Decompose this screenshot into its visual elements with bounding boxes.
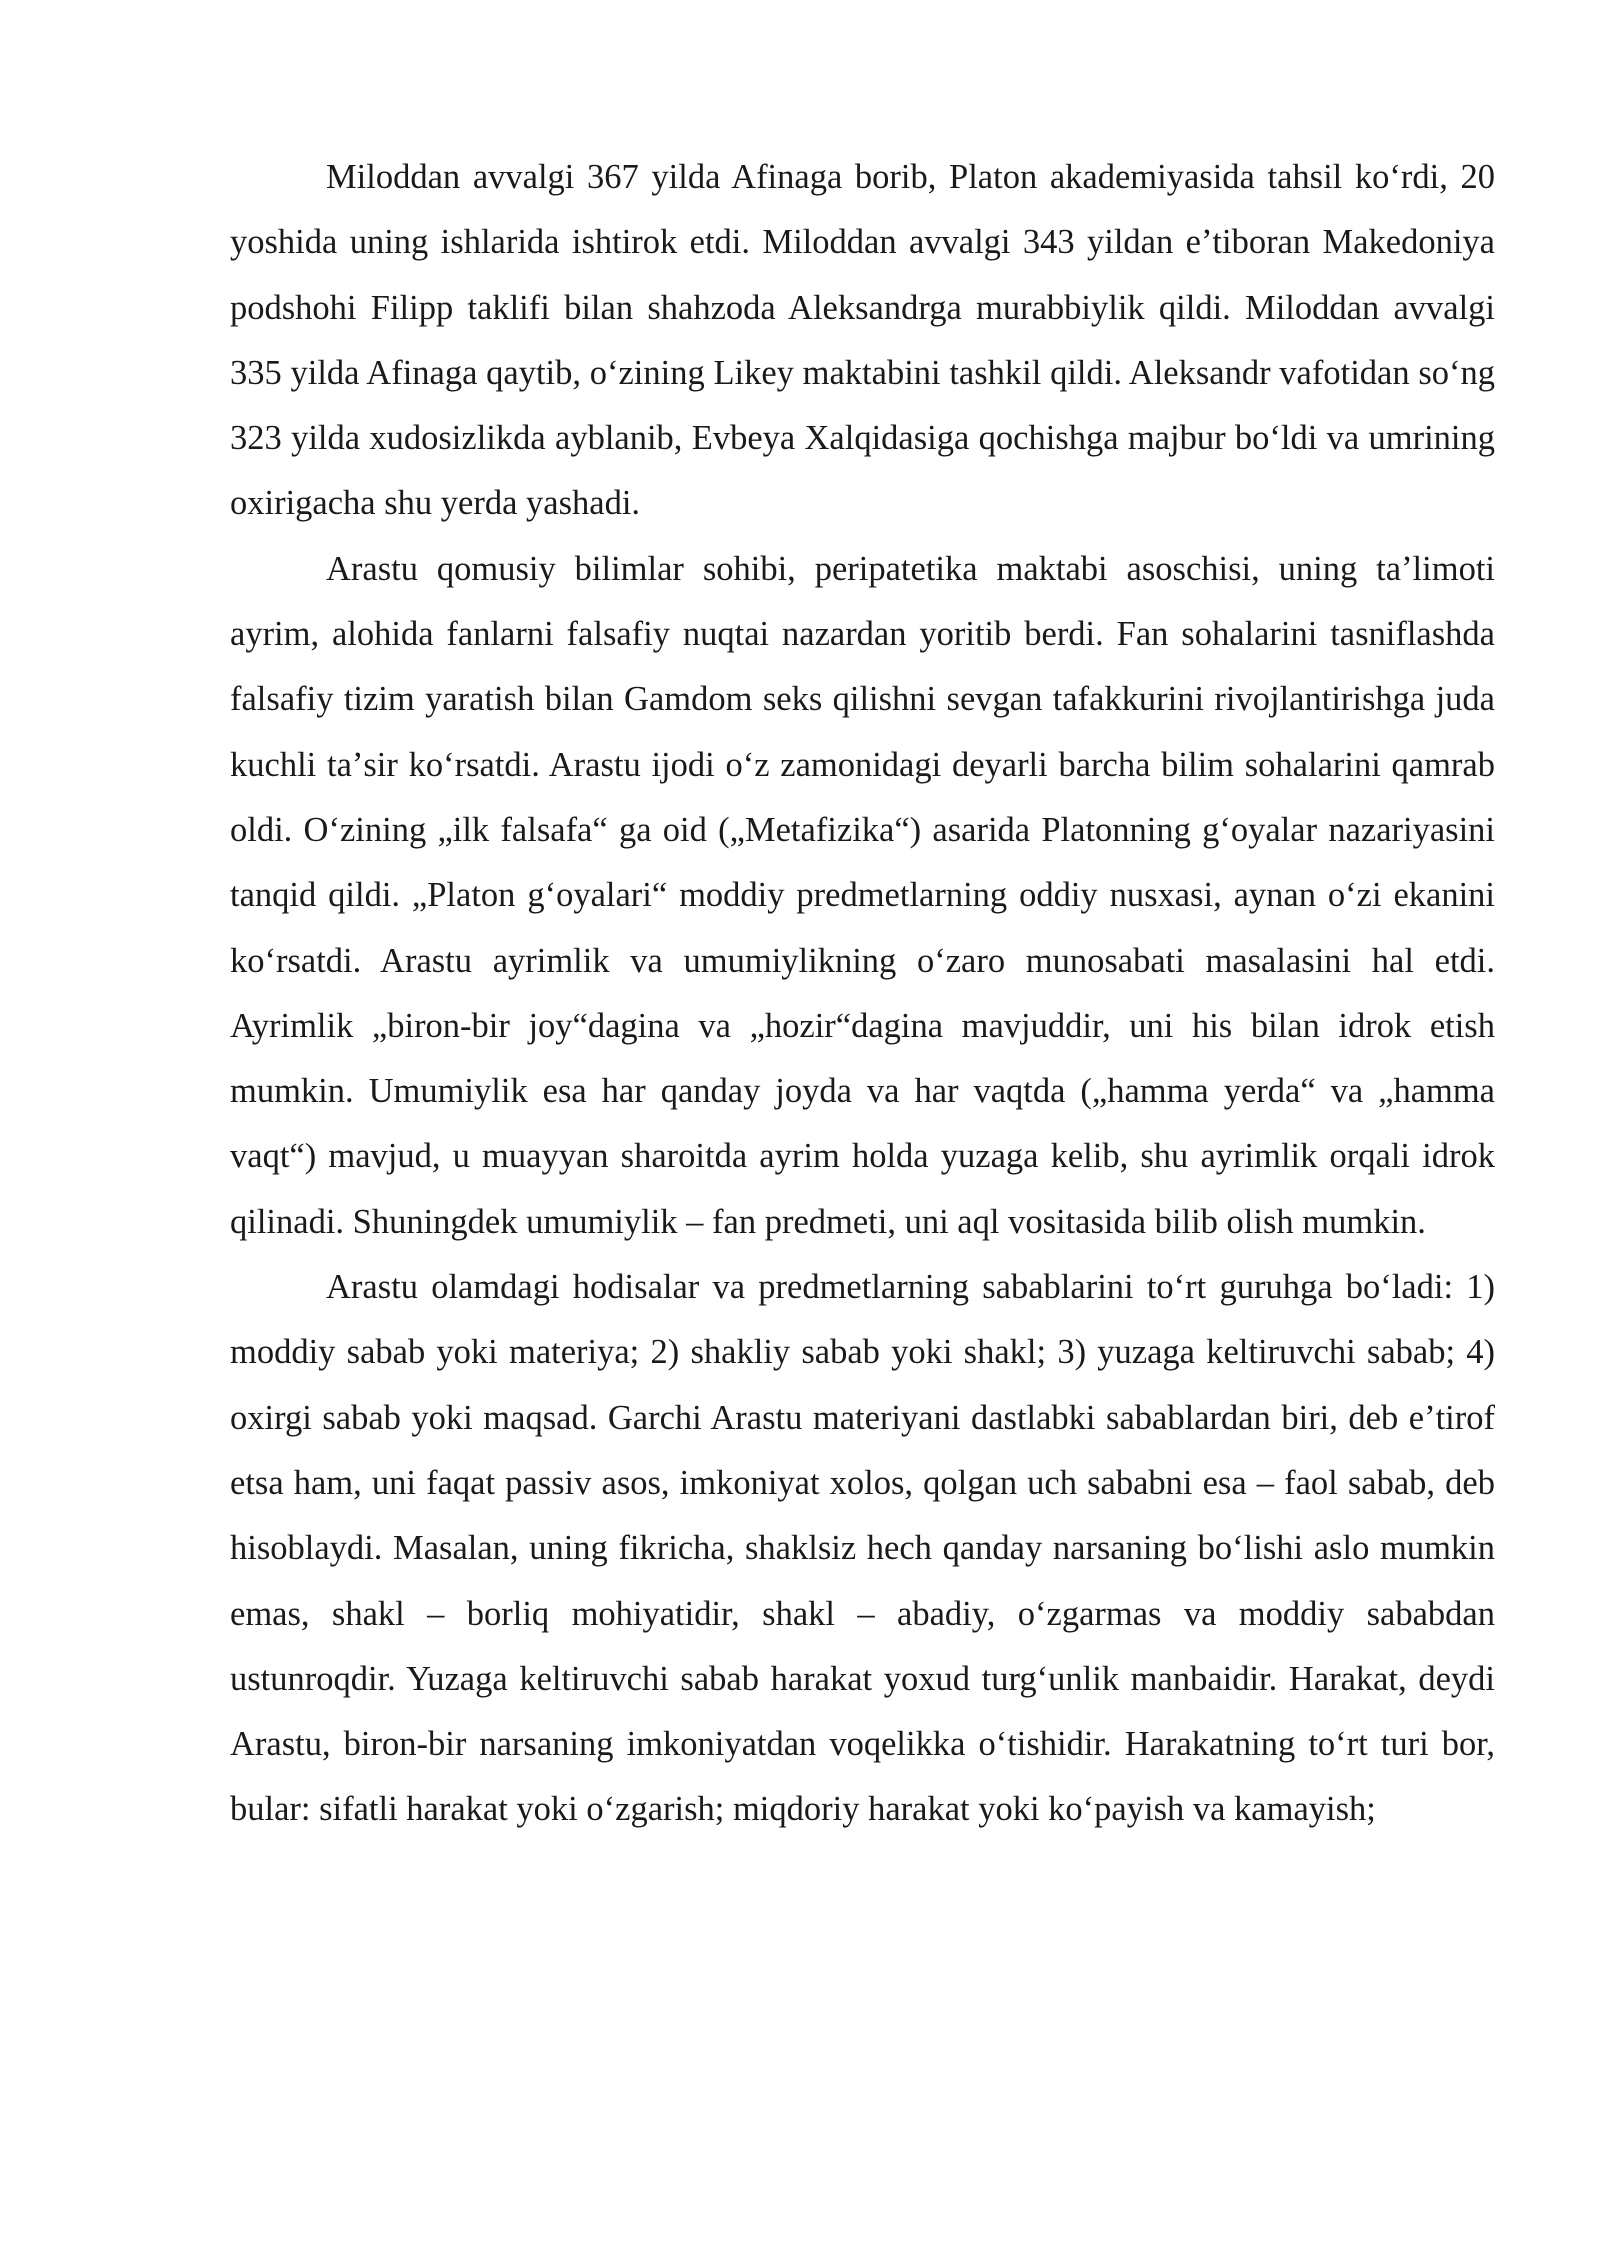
body-text	[230, 145, 1495, 1843]
paragraph-four-causes: Arastu olamdagi hodisalar va predmetlarning sabablarini toʻrt guruhga boʻladi: 1) moddiy sabab yoki materiya; 2) shakliy sabab yoki shakl; 3) yuzaga keltiruvchi sabab; 4) oxirgi sabab yoki maqsad. Garchi Arastu materiyani dastlabki sabablardan biri, deb eʼtirof etsa ham, uni faqat passiv asos, imkoniyat xolos, qolgan uch sababni esa – faol sabab, deb hisoblaydi. Masalan, uning fikricha, shaklsiz hech qanday narsaning boʻlishi aslo mumkin emas, shakl – borliq mohiyatidir, shakl – abadiy, oʻzgarmas va moddiy sababdan ustunroqdir. Yuzaga keltiruvchi sabab harakat yoxud turgʻunlik manbaidir. Harakat, deydi Arastu, biron-bir narsaning imkoniyatdan voqelikka oʻtishidir. Harakatning toʻrt turi bor, bular: sifatli harakat yoki oʻzgarish; miqdoriy harakat yoki koʻpayish va kamayish;	[230, 1268, 1495, 1829]
paragraph-platon-academy: Miloddan avvalgi 367 yilda Afinaga borib, Platon akademiyasida tahsil koʻrdi, 20 yoshida uning ishlarida ishtirok etdi. Miloddan avvalgi 343 yildan eʼtiboran Makedoniya podshohi Filipp taklifi bilan shahzoda Aleksandrga murabbiylik qildi. Miloddan avvalgi 335 yilda Afinaga qaytib, oʻzining Likey maktabini tashkil qildi. Aleksandr vafotidan soʻng 323 yilda xudosizlikda ayblanib, Evbeya Xalqidasiga qochishga majbur boʻldi va umrining oxirigacha shu yerda yashadi.	[230, 158, 1495, 523]
paragraph-encyclopedic-knowledge: Arastu qomusiy bilimlar sohibi, peripatetika maktabi asoschisi, uning taʼlimoti ayrim, alohida fanlarni falsafiy nuqtai nazardan yoritib berdi. Fan sohalarini tasniflashda falsafiy tizim yaratish bilan Gamdom seks qilishni sevgan tafakkurini rivojlantirishga juda kuchli taʼsir koʻrsatdi. Arastu ijodi oʻz zamonidagi deyarli barcha bilim sohalarini qamrab oldi. Oʻzining „ilk falsafa“ ga oid („Metafizika“) asarida Platonning gʻoyalar nazariyasini tanqid qildi. „Platon gʻoyalari“ moddiy predmetlarning oddiy nusxasi, aynan oʻzi ekanini koʻrsatdi. Arastu ayrimlik va umumiylikning oʻzaro munosabati masalasini hal etdi. Ayrimlik „biron-bir joy“dagina va „hozir“dagina mavjuddir, uni his bilan idrok etish mumkin. Umumiylik esa har qanday joyda va har vaqtda („hamma yerda“ va „hamma vaqt“) mavjud, u muayyan sharoitda ayrim holda yuzaga kelib, shu ayrimlik orqali idrok qilinadi. Shuningdek umumiylik – fan predmeti, uni aql vositasida bilib olish mumkin.	[230, 549, 1495, 1241]
